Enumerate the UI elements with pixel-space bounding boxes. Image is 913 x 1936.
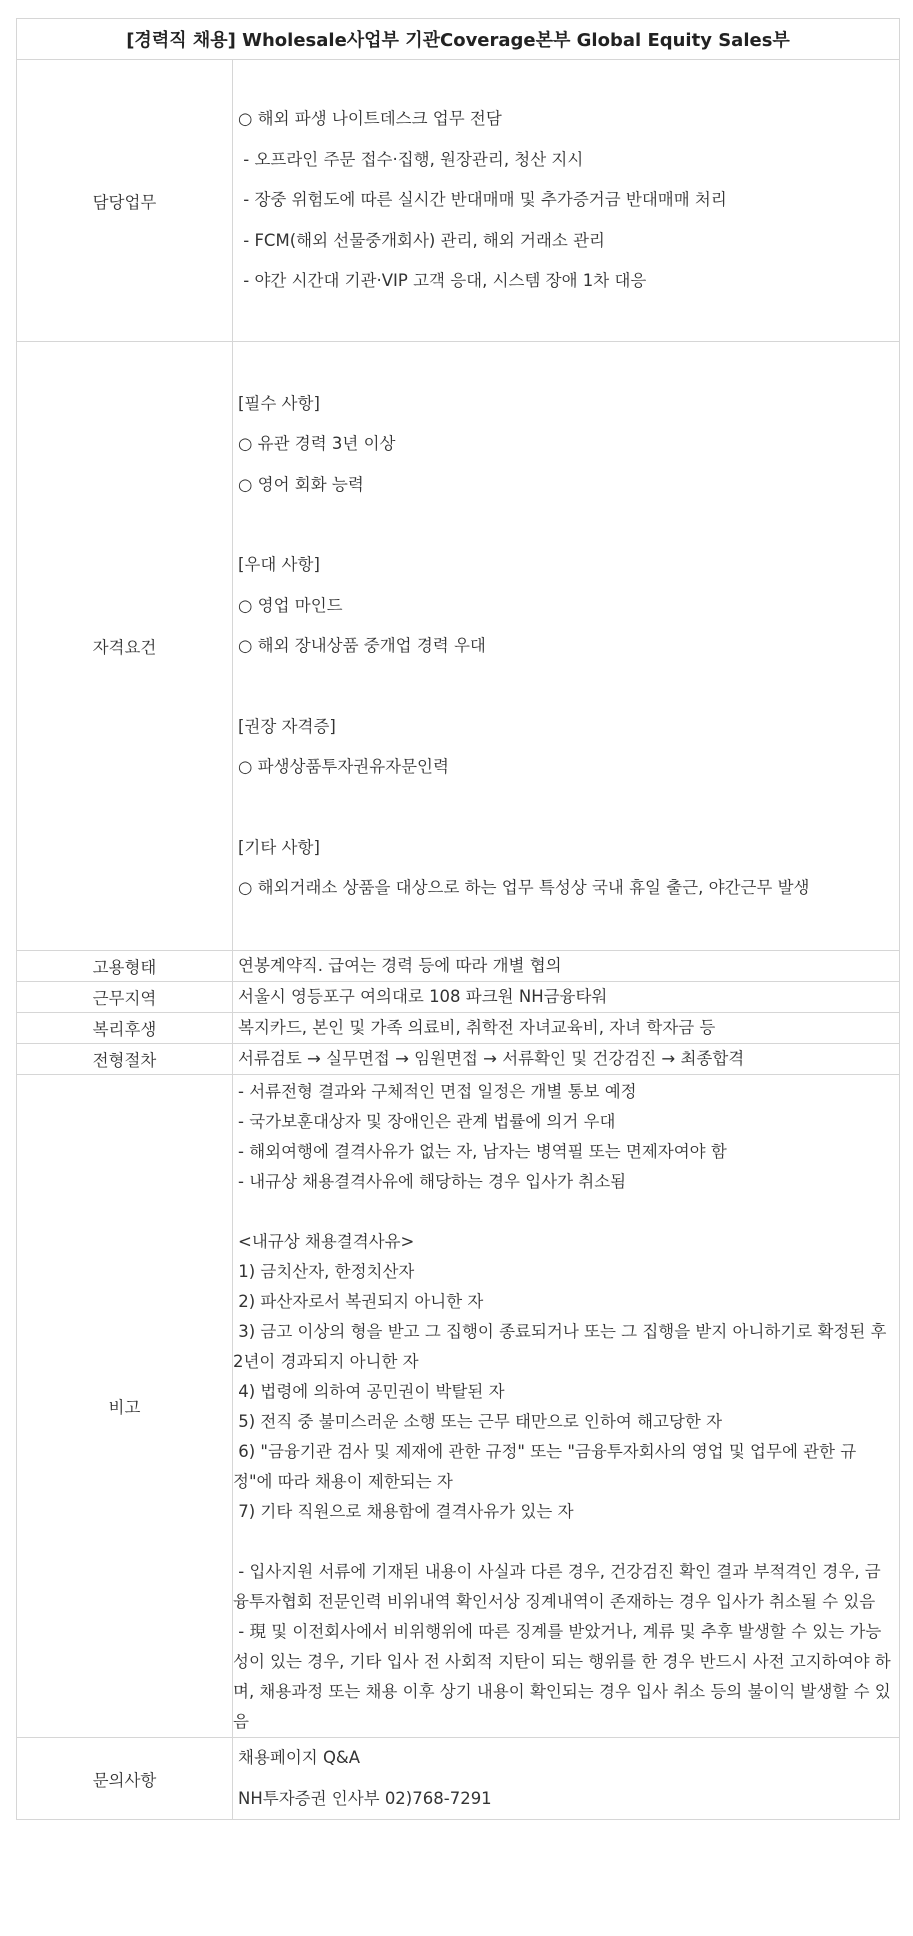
process-label: 전형절차 — [17, 1044, 233, 1075]
location-value: 서울시 영등포구 여의대로 108 파크원 NH금융타워 — [233, 982, 900, 1013]
preferred-item: ○ 해외 장내상품 중개업 경력 우대 — [238, 636, 486, 655]
note-paragraph: - 現 및 이전회사에서 비위행위에 따른 징계를 받았거나, 계류 및 추후 발생할 수 있는 가능성이 있는 경우, 기타 입사 전 사회적 지탄이 되는 행위를 한 경우 반드시 사전 고지하여야 하며, 채용과정 또는 채용 이후 상기 내용이 확인되는 경우 입사 취소 등의 불이익 발생할 수 있음 — [233, 1622, 891, 1731]
note-paragraph: - 입사지원 서류에 기재된 내용이 사실과 다른 경우, 건강검진 확인 결과 부적격인 경우, 금융투자협회 전문인력 비위내역 확인서상 징계내역이 존재하는 경우 입사가 취소될 수 있음 — [233, 1562, 881, 1611]
benefits-row — [17, 1013, 900, 1044]
note-line: - 내규상 채용결격사유에 해당하는 경우 입사가 취소됨 — [238, 1172, 627, 1191]
disqualification-item: 6) "금융기관 검사 및 제재에 관한 규정" 또는 "금융투자회사의 영업 및 업무에 관한 규정"에 따라 채용이 제한되는 자 — [233, 1442, 857, 1491]
cert-item: ○ 파생상품투자권유자문인력 — [238, 757, 449, 776]
qualifications-label: 자격요건 — [17, 342, 233, 951]
qualifications-row — [17, 342, 900, 951]
disqualification-item: 7) 기타 직원으로 채용함에 결격사유가 있는 자 — [233, 1502, 574, 1521]
job-posting — [16, 18, 899, 1820]
employment-row — [17, 951, 900, 982]
disqualification-item: 1) 금치산자, 한정치산자 — [233, 1262, 415, 1281]
required-heading: [필수 사항] — [238, 393, 320, 413]
preferred-heading: [우대 사항] — [238, 555, 320, 574]
contact-qa-link[interactable]: 채용페이지 Q&A — [238, 1748, 361, 1767]
process-row — [17, 1044, 900, 1075]
required-item: ○ 유관 경력 3년 이상 — [238, 434, 396, 453]
location-label: 근무지역 — [17, 982, 233, 1013]
process-value: 서류검토 → 실무면접 → 임원면접 → 서류확인 및 건강검진 → 최종합격 — [233, 1044, 900, 1075]
note-line: - 국가보훈대상자 및 장애인은 관계 법률에 의거 우대 — [238, 1112, 616, 1131]
duty-line: - FCM(해외 선물중개회사) 관리, 해외 거래소 관리 — [238, 230, 605, 250]
notes-content — [233, 1075, 900, 1738]
job-posting-table — [16, 18, 900, 1820]
title-row — [17, 19, 900, 60]
qualifications-content — [233, 342, 900, 951]
duty-line: - 장중 위험도에 따른 실시간 반대매매 및 추가증거금 반대매매 처리 — [238, 190, 727, 210]
preferred-item: ○ 영업 마인드 — [238, 595, 343, 615]
other-item: ○ 해외거래소 상품을 대상으로 하는 업무 특성상 국내 휴일 출근, 야간근무 발생 — [238, 878, 810, 897]
duties-label: 담당업무 — [17, 60, 233, 342]
duty-line: ○ 해외 파생 나이트데스크 업무 전담 — [238, 109, 502, 129]
contact-row — [17, 1738, 900, 1820]
employment-value: 연봉계약직. 급여는 경력 등에 따라 개별 협의 — [233, 951, 900, 982]
contact-phone: NH투자증권 인사부 02)768-7291 — [238, 1788, 492, 1808]
duties-content — [233, 60, 900, 342]
benefits-value: 복지카드, 본인 및 가족 의료비, 취학전 자녀교육비, 자녀 학자금 등 — [233, 1013, 900, 1044]
note-line: - 서류전형 결과와 구체적인 면접 일정은 개별 통보 예정 — [238, 1082, 637, 1101]
duty-line: - 야간 시간대 기관·VIP 고객 응대, 시스템 장애 1차 대응 — [238, 271, 647, 291]
contact-content — [233, 1738, 900, 1820]
notes-row — [17, 1075, 900, 1738]
posting-title: [경력직 채용] Wholesale사업부 기관Coverage본부 Global Equity Sales부 — [17, 19, 900, 60]
disqualification-item: 3) 금고 이상의 형을 받고 그 집행이 종료되거나 또는 그 집행을 받지 아니하기로 확정된 후 2년이 경과되지 아니한 자 — [233, 1322, 892, 1371]
required-item: ○ 영어 회화 능력 — [238, 474, 364, 494]
disqualification-item: 2) 파산자로서 복권되지 아니한 자 — [233, 1292, 484, 1311]
other-heading: [기타 사항] — [238, 837, 320, 857]
note-line: - 해외여행에 결격사유가 없는 자, 남자는 병역필 또는 면제자여야 함 — [238, 1142, 727, 1161]
benefits-label: 복리후생 — [17, 1013, 233, 1044]
disqualification-item: 4) 법령에 의하여 공민권이 박탈된 자 — [233, 1382, 505, 1401]
disqualification-item: 5) 전직 중 불미스러운 소행 또는 근무 태만으로 인하여 해고당한 자 — [233, 1412, 723, 1431]
cert-heading: [권장 자격증] — [238, 716, 336, 736]
disqualification-heading: <내규상 채용결격사유> — [238, 1232, 415, 1251]
location-row — [17, 982, 900, 1013]
duties-row — [17, 60, 900, 342]
notes-label: 비고 — [17, 1075, 233, 1738]
contact-label: 문의사항 — [17, 1738, 233, 1820]
duty-line: - 오프라인 주문 접수·집행, 원장관리, 청산 지시 — [238, 149, 584, 169]
employment-label: 고용형태 — [17, 951, 233, 982]
